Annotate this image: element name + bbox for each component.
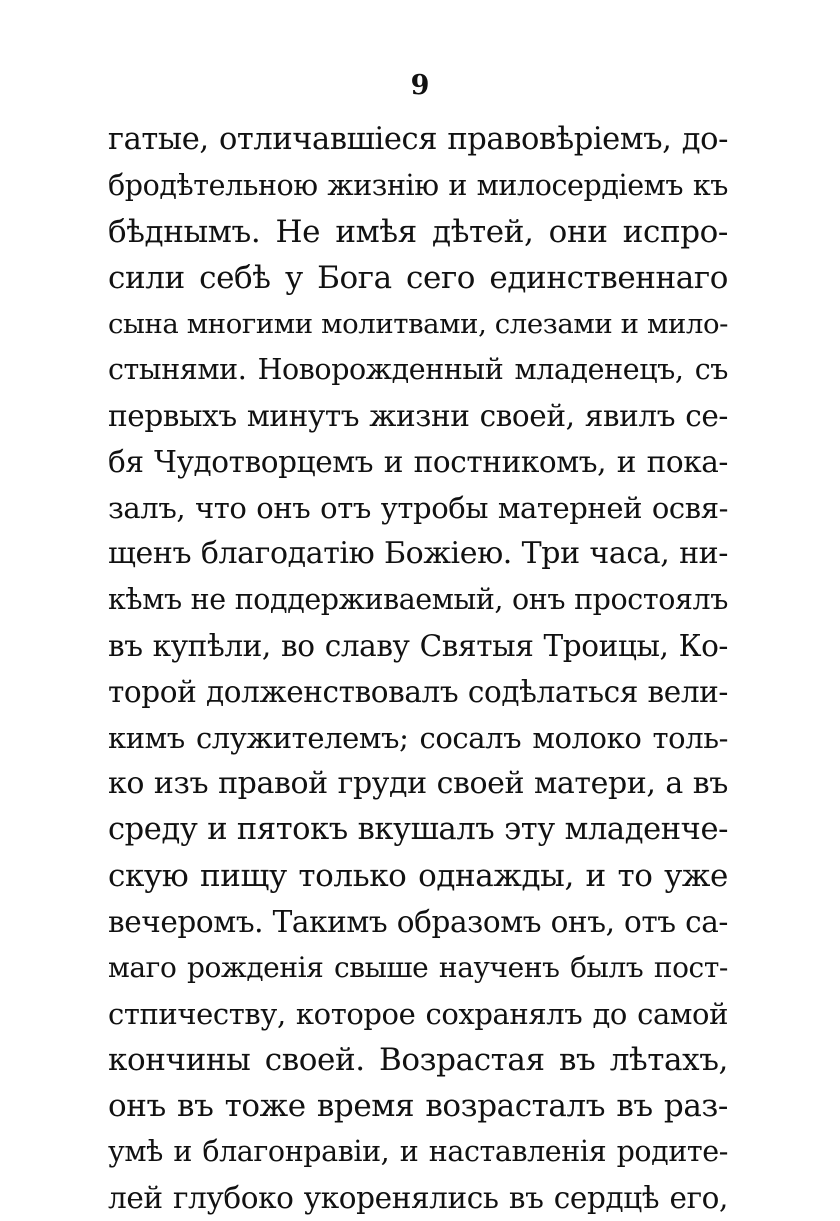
text-line: залъ, что онъ отъ утробы матерней освя- [108,491,728,525]
text-line: кѣмъ не поддерживаемый, онъ простоялъ [108,583,728,616]
text-line: скую пищу только однажды, и то уже [108,858,728,894]
text-line: торой долженствовалъ содѣлаться вели- [108,675,728,709]
text-line: онъ въ тоже время возрасталъ въ раз- [108,1088,728,1124]
text-line: стпичеству, которое сохранялъ до самой [108,997,728,1031]
body-text [108,117,728,1221]
text-line: бродѣтельною жизнію и милосердіемъ къ [108,169,728,202]
text-line: стынями. Новорожденный младенецъ, съ [108,353,728,386]
text-line: щенъ благодатію Божіею. Три часа, ни- [108,536,728,571]
text-line: сына многими молитвами, слезами и мило- [108,308,728,340]
text-line: бѣднымъ. Не имѣя дѣтей, они испро- [108,214,728,250]
text-line: въ купѣли, во славу Святыя Троицы, Ко- [108,629,728,663]
text-line: ко изъ правой груди своей матери, а въ [108,766,728,801]
text-line: гатые, отличавшіеся правовѣріемъ, до- [108,122,728,157]
text-line: умѣ и благонравіи, и наставленія родите- [108,1135,728,1168]
text-line: сили себѣ у Бога сего единственнаго [108,260,728,296]
text-line: кончины своей. Возрастая въ лѣтахъ, [108,1042,728,1078]
text-line: кимъ служителемъ; сосалъ молоко толь- [108,721,728,755]
text-line: бя Чудотворцемъ и постникомъ, и пока- [108,445,728,479]
text-line: маго рожденія свыше наученъ былъ пост- [108,951,728,984]
text-line: вечеромъ. Такимъ образомъ онъ, отъ са- [108,905,728,939]
text-line: лей глубоко укоренялись въ сердцѣ его, [108,1181,728,1215]
text-line: среду и пятокъ вкушалъ эту младенче- [108,812,728,847]
text-line: первыхъ минутъ жизни своей, явилъ се- [108,399,728,433]
page-number: 9 [410,70,430,101]
